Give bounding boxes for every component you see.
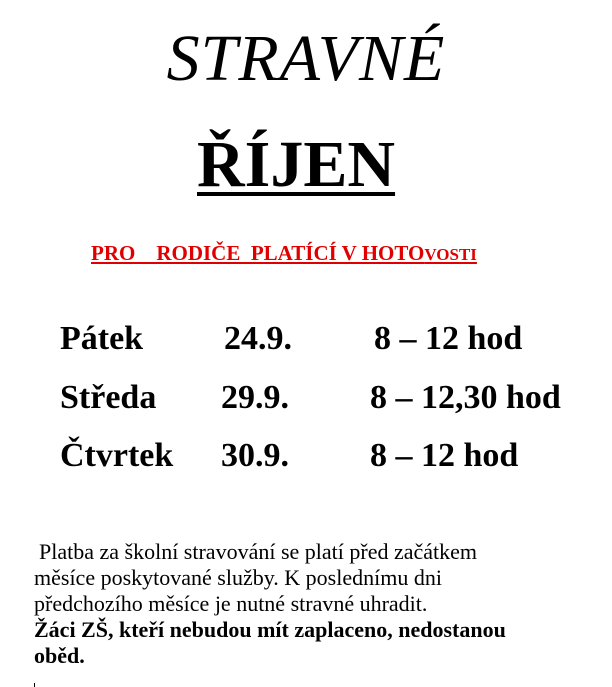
schedule-row-friday — [0, 317, 612, 361]
schedule-row-thursday — [0, 434, 612, 478]
text-cursor-mark — [34, 683, 35, 687]
schedule-date: 30.9. — [221, 437, 289, 474]
schedule-day: Čtvrtek — [60, 437, 174, 474]
subtitle-main-text: PRO RODIČE PLATÍCÍ V HOTO — [91, 241, 425, 265]
note-line: Platba za školní stravování se platí před začátkem — [39, 539, 478, 564]
note-line: měsíce poskytované služby. K poslednímu dni — [34, 565, 442, 590]
note-warning-line: Žáci ZŠ, kteří nebudou mít zaplaceno, nedostanou — [34, 617, 506, 642]
month-heading: ŘÍJEN — [197, 128, 396, 201]
payment-note — [34, 539, 609, 669]
page-title: STRAVNÉ — [166, 22, 446, 95]
schedule-row-wednesday — [0, 376, 612, 420]
note-warning-line: oběd. — [34, 643, 85, 668]
schedule-time: 8 – 12 hod — [374, 320, 523, 357]
schedule-time: 8 – 12 hod — [370, 437, 519, 474]
schedule-day: Pátek — [60, 320, 144, 357]
schedule-time: 8 – 12,30 hod — [370, 379, 561, 416]
note-line: předchozího měsíce je nutné stravné uhradit. — [34, 591, 428, 616]
audience-subtitle — [91, 240, 477, 268]
schedule-day: Středa — [60, 379, 157, 416]
subtitle-tail-text: VOSTI — [424, 245, 477, 264]
schedule-date: 29.9. — [221, 379, 289, 416]
schedule-date: 24.9. — [224, 320, 292, 357]
